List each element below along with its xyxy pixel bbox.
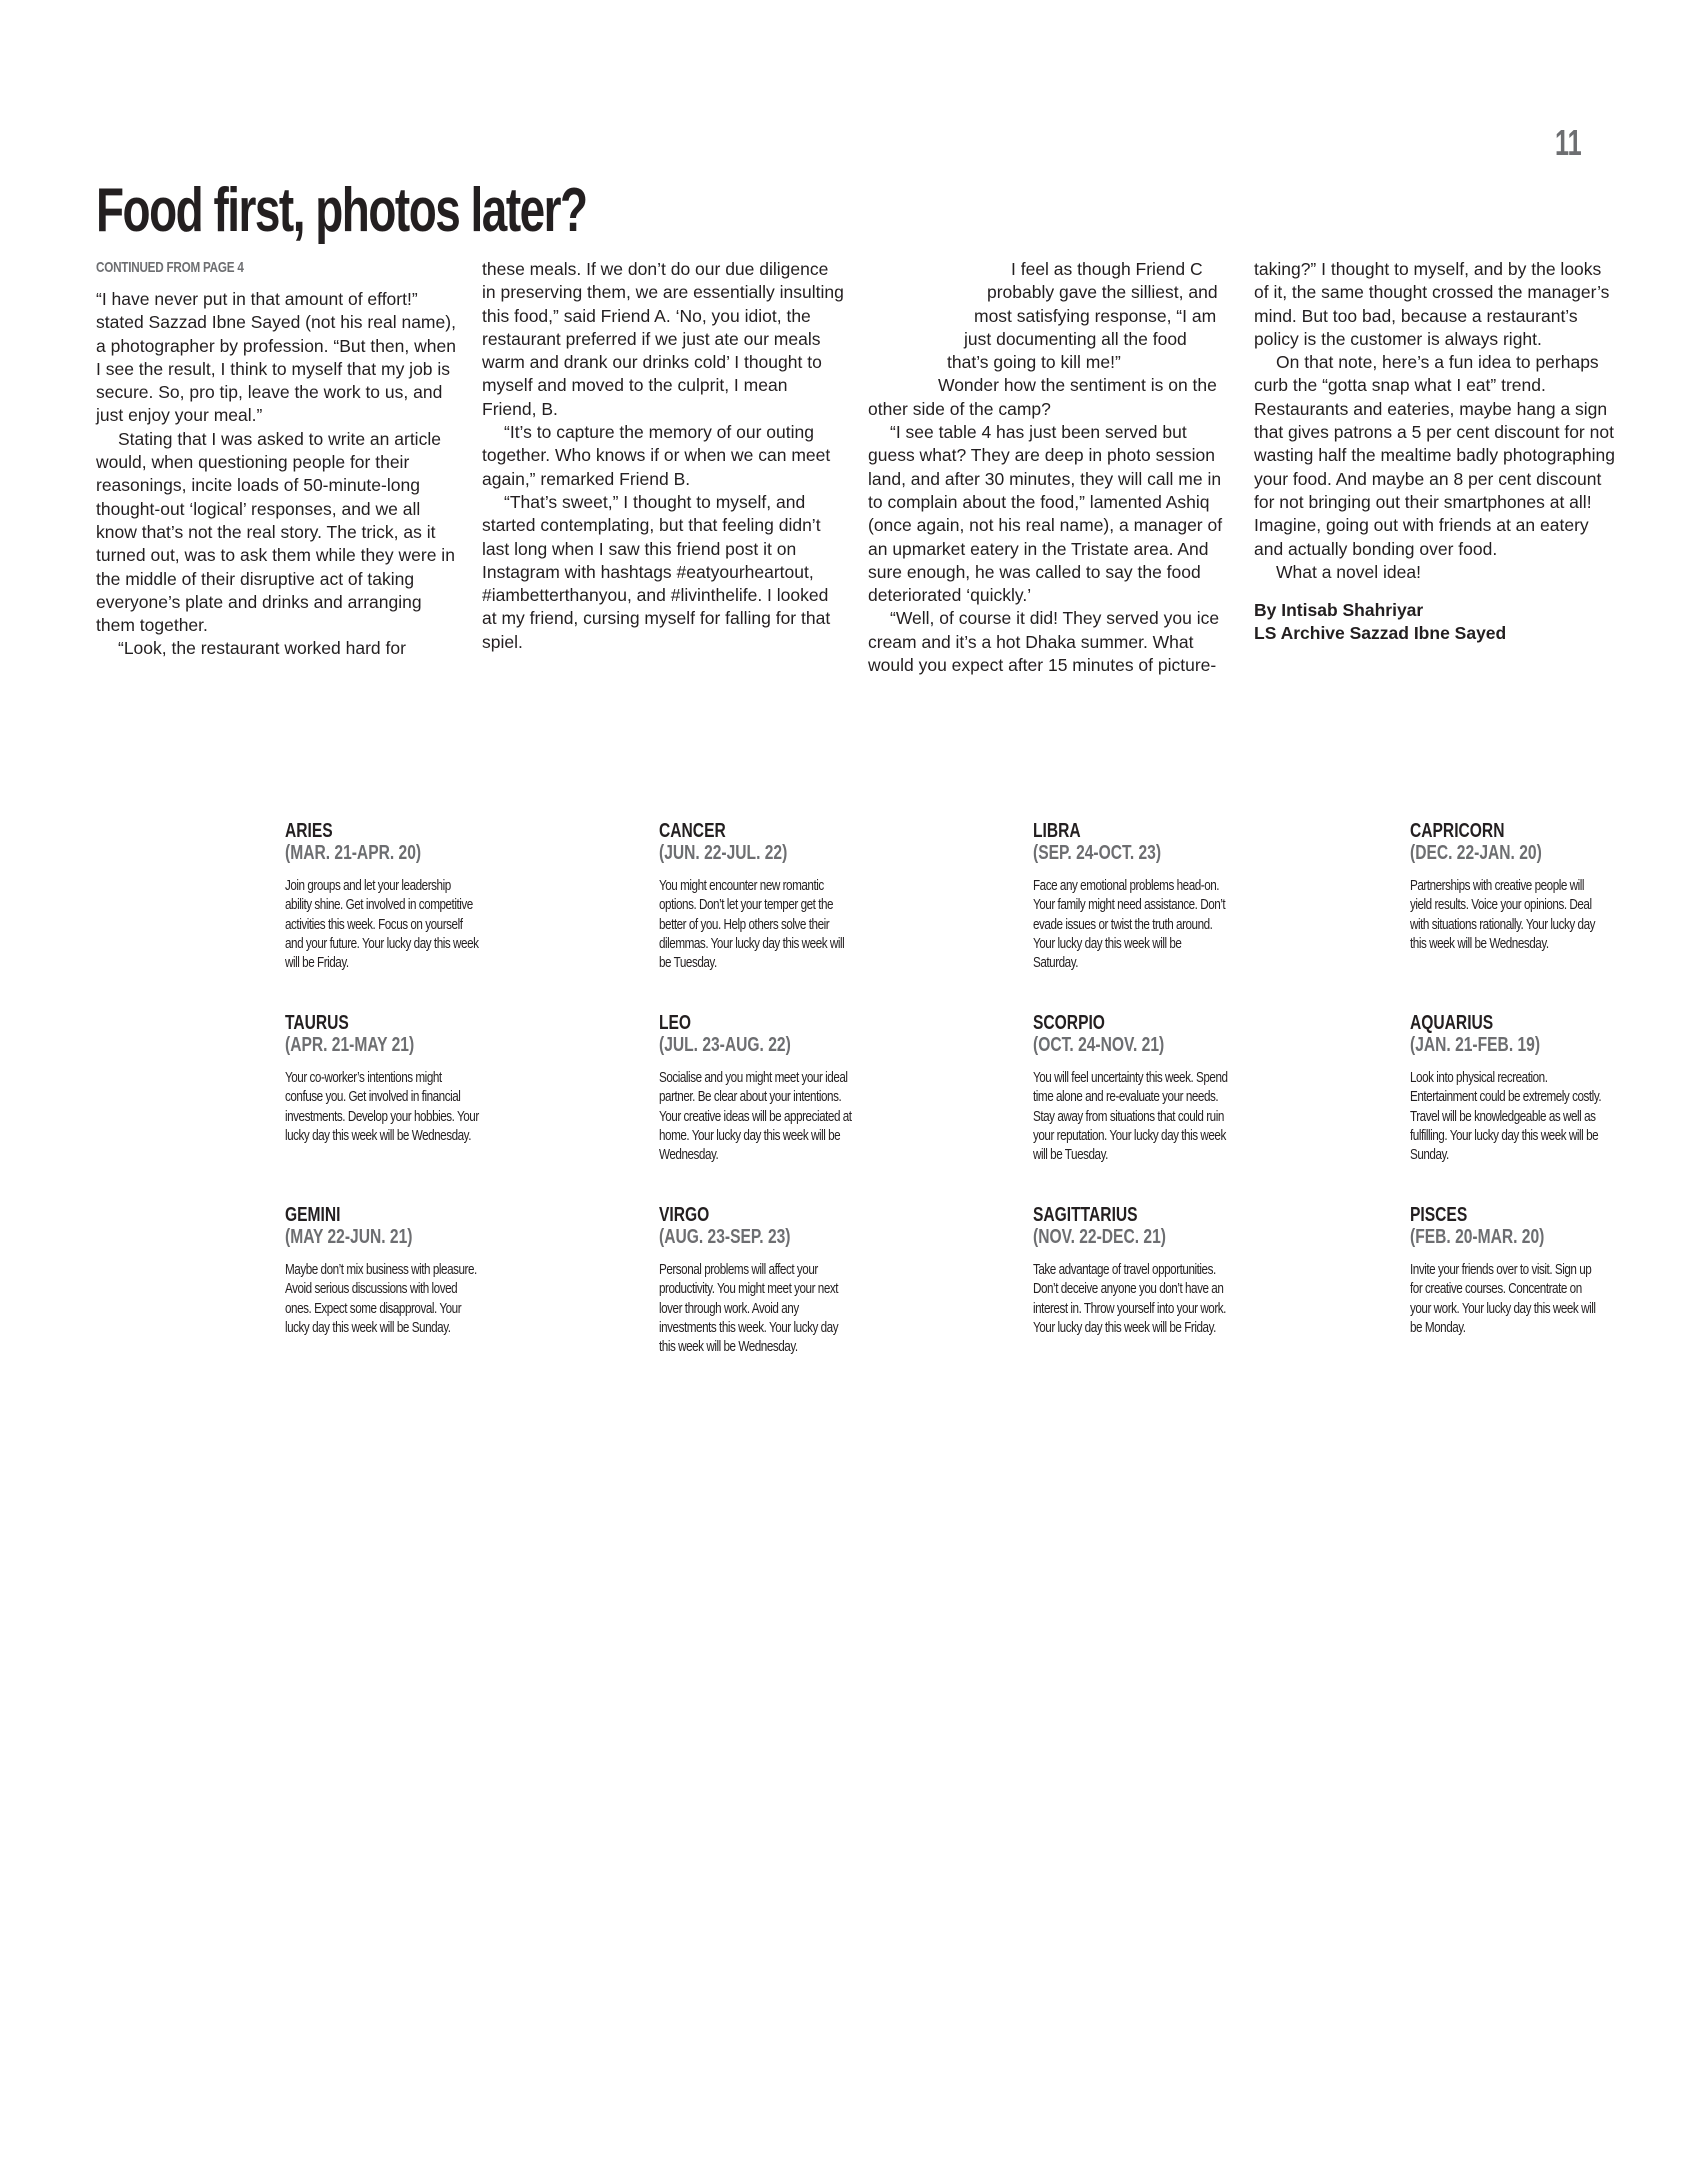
- text-line: just documenting all the food: [964, 328, 1187, 349]
- sign-name: ARIES: [285, 820, 333, 842]
- horoscope-entry-scorpio: [1033, 1012, 1253, 1204]
- horoscope-entry-aquarius: [1410, 1012, 1630, 1204]
- sign-forecast: Face any emotional problems head-on. Your family might need assistance. Don’t evade issues or twist the truth around. Your lucky day this week will be Saturday.: [1033, 877, 1226, 972]
- text-line: I feel as though Friend C: [1011, 259, 1203, 279]
- paragraph: “Look, the restaurant worked hard for: [118, 638, 406, 659]
- paragraph: “Well, of course it did! They served you ice cream and it’s a hot Dhaka summer. What would you expect after 15 minutes of picture-: [868, 608, 1220, 676]
- author-credit: By Intisab Shahriyar: [1254, 600, 1424, 621]
- horoscope-entry-aries: [285, 820, 505, 1012]
- sign-forecast: Take advantage of travel opportunities. Don’t deceive anyone you don’t have an interest in. Throw yourself into your work. Your lucky day this week will be Friday.: [1033, 1261, 1226, 1336]
- sign-name: SCORPIO: [1033, 1012, 1105, 1034]
- horoscope-column: [285, 820, 505, 1396]
- horoscope-column: [1410, 820, 1630, 1396]
- photo-credit: LS Archive Sazzad Ibne Sayed: [1254, 623, 1507, 644]
- article-column-1: [96, 258, 458, 661]
- horoscope-entry-leo: [659, 1012, 879, 1204]
- text-line: most satisfying response, “I am: [974, 305, 1217, 326]
- sign-dates: (DEC. 22-JAN. 20): [1410, 842, 1542, 864]
- sign-name: CAPRICORN: [1410, 820, 1505, 842]
- sign-dates: (MAY 22-JUN. 21): [285, 1226, 413, 1248]
- continued-from-label: CONTINUED FROM PAGE 4: [96, 259, 244, 276]
- paragraph: these meals. If we don’t do our due diligence in preserving them, we are essentially insulting this food,” said Friend A. ‘No, you idiot, the restaurant preferred if we just ate our meals warm and drank our drinks cold’ I thought to myself and moved to the culprit, I mean Friend, B.: [482, 259, 844, 419]
- sign-dates: (APR. 21-MAY 21): [285, 1034, 415, 1056]
- sign-name: LEO: [659, 1012, 692, 1034]
- sign-forecast: You will feel uncertainty this week. Spend time alone and re-evaluate your needs. Stay away from situations that could ruin your reputation. Your lucky day this week will be Tuesday.: [1033, 1069, 1228, 1164]
- article-column-3: [868, 258, 1230, 677]
- paragraph: other side of the camp?: [868, 398, 1051, 419]
- page-number: 11: [1555, 122, 1582, 163]
- article-column-4: [1254, 258, 1616, 646]
- horoscope-entry-sagittarius: [1033, 1204, 1253, 1396]
- byline: [1254, 599, 1616, 646]
- paragraph: On that note, here’s a fun idea to perhaps curb the “gotta snap what I eat” trend. Restaurants and eateries, maybe hang a sign that gives patrons a 5 per cent discount for not wasting half the mealtime badly photographing your food. And maybe an 8 per cent discount for not bringing out their smartphones at all! Imagine, going out with friends at an eatery and actually bonding over food.: [1254, 352, 1615, 559]
- sign-forecast: Your co-worker’s intentions might confuse you. Get involved in financial investments. Develop your hobbies. Your lucky day this week will be Wednesday.: [285, 1069, 479, 1144]
- text-line: probably gave the silliest, and: [987, 282, 1218, 303]
- sign-name: GEMINI: [285, 1204, 341, 1226]
- horoscope-column: [1033, 820, 1253, 1396]
- sign-forecast: Personal problems will affect your productivity. You might meet your next lover through work. Avoid any investments this week. Your lucky day this week will be Wednesday.: [659, 1261, 839, 1356]
- horoscope-column: [659, 820, 879, 1396]
- sign-dates: (JAN. 21-FEB. 19): [1410, 1034, 1541, 1056]
- indented-quote-block: [868, 258, 1230, 398]
- sign-forecast: Invite your friends over to visit. Sign up for creative courses. Concentrate on your work. Your lucky day this week will be Monday.: [1410, 1261, 1596, 1336]
- sign-dates: (SEP. 24-OCT. 23): [1033, 842, 1162, 864]
- paragraph: “It’s to capture the memory of our outing together. Who knows if or when we can meet again,” remarked Friend B.: [482, 422, 831, 489]
- sign-forecast: Look into physical recreation. Entertainment could be extremely costly. Travel will be knowledgeable as well as fulfilling. Your lucky day this week will be Sunday.: [1410, 1069, 1602, 1164]
- horoscope-entry-taurus: [285, 1012, 505, 1204]
- paragraph: taking?” I thought to myself, and by the looks of it, the same thought crossed the manager’s mind. But too bad, because a restaurant’s policy is the customer is always right.: [1254, 259, 1610, 349]
- paragraph: “I have never put in that amount of effort!” stated Sazzad Ibne Sayed (not his real name), a photographer by profession. “But then, when I see the result, I think to myself that my job is secure. So, pro tip, leave the work to us, and just enjoy your meal.”: [96, 289, 456, 426]
- horoscope-entry-cancer: [659, 820, 879, 1012]
- horoscope-entry-libra: [1033, 820, 1253, 1012]
- sign-name: SAGITTARIUS: [1033, 1204, 1138, 1226]
- sign-forecast: You might encounter new romantic options. Don’t let your temper get the better of you. Help others solve their dilemmas. Your lucky day this week will be Tuesday.: [659, 877, 845, 972]
- horoscope-entry-pisces: [1410, 1204, 1630, 1396]
- horoscope-entry-capricorn: [1410, 820, 1630, 1012]
- article-column-2: [482, 258, 844, 654]
- sign-name: LIBRA: [1033, 820, 1081, 842]
- sign-forecast: Maybe don’t mix business with pleasure. Avoid serious discussions with loved ones. Expect some disapproval. Your lucky day this week will be Sunday.: [285, 1261, 477, 1336]
- paragraph: What a novel idea!: [1276, 561, 1421, 582]
- horoscope-entry-gemini: [285, 1204, 505, 1396]
- paragraph: Stating that I was asked to write an article would, when questioning people for their reasonings, incite loads of 50-minute-long thought-out ‘logical’ responses, and we all know that’s not the real story. The trick, as it turned out, was to ask them while they were in the middle of their disruptive act of taking everyone’s plate and drinks and arranging them together.: [96, 428, 455, 636]
- sign-name: TAURUS: [285, 1012, 349, 1034]
- sign-dates: (FEB. 20-MAR. 20): [1410, 1226, 1545, 1248]
- sign-forecast: Partnerships with creative people will yield results. Voice your opinions. Deal with situations rationally. Your lucky day this week will be Wednesday.: [1410, 877, 1595, 952]
- horoscope-entry-virgo: [659, 1204, 879, 1396]
- sign-dates: (MAR. 21-APR. 20): [285, 842, 422, 864]
- sign-dates: (JUN. 22-JUL. 22): [659, 842, 788, 864]
- paragraph: “I see table 4 has just been served but guess what? They are deep in photo session land, and after 30 minutes, they will call me in to complain about the food,” lamented Ashiq (once again, not his real name), a manager of an upmarket eatery in the Tristate area. And sure enough, he was called to say the food deteriorated ‘quickly.’: [868, 422, 1223, 606]
- sign-name: AQUARIUS: [1410, 1012, 1494, 1034]
- horoscope-section: [285, 820, 1625, 1410]
- headline: Food first, photos later?: [96, 176, 587, 245]
- paragraph: “That’s sweet,” I thought to myself, and started contemplating, but that feeling didn’t last long when I saw this friend post it on Instagram with hashtags #eatyourheartout, #iambetterthanyou, and #livinthelife. I looked at my friend, cursing myself for falling for that spiel.: [482, 491, 831, 652]
- text-line: that’s going to kill me!”: [947, 352, 1121, 373]
- sign-forecast: Socialise and you might meet your ideal partner. Be clear about your intentions. Your creative ideas will be appreciated at home. Your lucky day this week will be Wednesday.: [659, 1069, 852, 1164]
- sign-forecast: Join groups and let your leadership ability shine. Get involved in competitive activities this week. Focus on yourself and your future. Your lucky day this week will be Friday.: [285, 877, 479, 972]
- sign-name: VIRGO: [659, 1204, 710, 1226]
- sign-dates: (NOV. 22-DEC. 21): [1033, 1226, 1166, 1248]
- sign-dates: (JUL. 23-AUG. 22): [659, 1034, 791, 1056]
- sign-name: CANCER: [659, 820, 726, 842]
- sign-dates: (OCT. 24-NOV. 21): [1033, 1034, 1165, 1056]
- sign-dates: (AUG. 23-SEP. 23): [659, 1226, 791, 1248]
- sign-name: PISCES: [1410, 1204, 1468, 1226]
- text-line: Wonder how the sentiment is on the: [938, 375, 1217, 396]
